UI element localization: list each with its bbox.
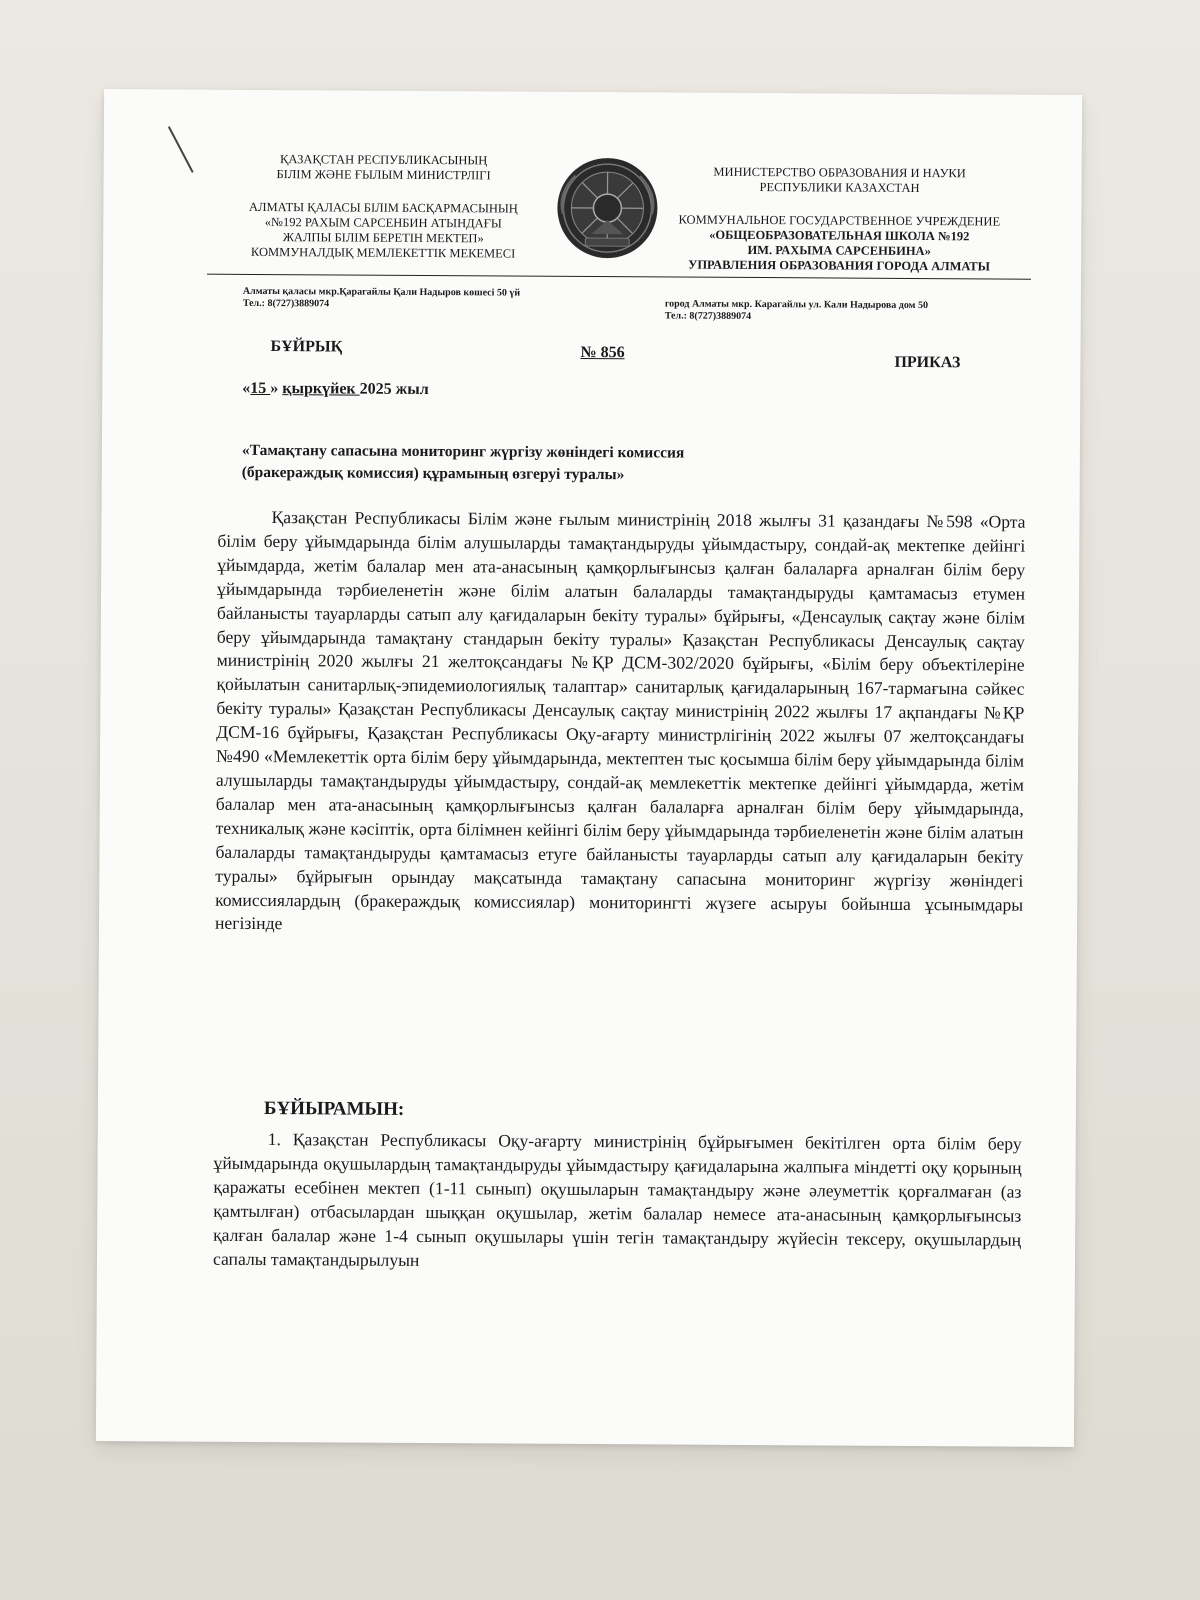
left-school-line: ЖАЛПЫ БІЛІМ БЕРЕТІН МЕКТЕП» <box>282 230 484 246</box>
right-ministry-line: МИНИСТЕРСТВО ОБРАЗОВАНИЯ И НАУКИ <box>713 164 966 181</box>
left-ministry-line: БІЛІМ ЖӘНЕ ҒЫЛЫМ МИНИСТРЛІГІ <box>276 167 491 183</box>
order-subject <box>242 440 1002 489</box>
right-ministry-line: РЕСПУБЛИКИ КАЗАХСТАН <box>759 180 920 196</box>
address-left <box>243 286 623 312</box>
subject-line: «Тамақтану сапасына мониторинг жүргізу жөніндегі комиссия <box>241 441 685 462</box>
left-ministry <box>224 152 544 184</box>
date-day: 15 <box>250 379 271 398</box>
order-word: БҰЙЫРАМЫН: <box>263 1098 405 1120</box>
left-school-line: КОММУНАЛДЫҚ МЕМЛЕКЕТТІК МЕКЕМЕСІ <box>250 244 516 261</box>
right-school-line: КОММУНАЛЬНОЕ ГОСУДАРСТВЕННОЕ УЧРЕЖДЕНИЕ <box>678 212 1001 229</box>
order-title-kz: БҰЙРЫҚ <box>270 338 343 356</box>
left-ministry-line: ҚАЗАҚСТАН РЕСПУБЛИКАСЫНЫҢ <box>279 152 488 168</box>
order-item-1-text: 1. Қазақстан Республикасы Оқу-ағарту министрінің бұйрығымен бекітілген орта білім беру ұйымдарында оқушылардың тамақтандыруды ұйымдастыру қағидаларына жалпыға міндетті оқу қорының қаражаты есебінен мектеп (1-11 сынып) оқушыларын тамақтандыру және әлеуметтік қорғалмаған (аз қамтылған) отбасылардан шыққан оқушылар, жетім балалар немесе ата-анасының қамқорлығынсыз қалған балалар және 1-4 сынып оқушылары үшін тегін тамақтандыру жүйесін тексеру, оқушылардың сапалы тамақтандырылуын <box>212 1129 1022 1270</box>
address-right <box>665 298 1025 324</box>
date-quote-close: » <box>270 380 283 398</box>
right-school-line: «ОБЩЕОБРАЗОВАТЕЛЬНАЯ ШКОЛА №192 <box>709 227 970 244</box>
left-school <box>223 200 543 262</box>
staple-mark <box>168 126 194 173</box>
order-number: № 856 <box>580 343 625 362</box>
order-title-row <box>103 337 1081 372</box>
subject-line: (бракераждық комиссия) құрамының өзгеруі туралы» <box>241 463 625 484</box>
right-school <box>669 212 1009 274</box>
date-year: 2025 жыл <box>359 380 429 399</box>
order-date <box>242 380 429 399</box>
state-emblem-icon <box>551 154 664 263</box>
address-right-line: город Алматы мкр. Карагайлы ул. Кали Надырова дом 50 <box>664 298 929 312</box>
preamble-text: Қазақстан Республикасы Білім және ғылым министрінің 2018 жылғы 31 қазандағы №598 «Орта білім беру ұйымдарында білім алушыларды тамақтандыруды ұйымдастыру, сондай-ақ мектепке дейінгі ұйымдарда, жетім балалар мен ата-анасының қамқорлығынсыз қалған балаларға арналған білім беру ұйымдарында тәрбиеленетін және білім алатын балаларды тамақтандыруды қамтамасыз етумен байланысты тауарларды сатып алу қағидаларын бекіту туралы» бұйрығы, «Денсаулық сақтау және білім беру ұйымдарында тамақтану стандарын бекіту туралы» Қазақстан Республикасы Денсаулық сақтау министрінің 2020 жылғы 21 желтоқсандағы №ҚР ДСМ-302/2020 бұйрығы, «Білім беру объектілеріне қойылатын санитарлық-эпидемиологиялық талаптар» санитарлық қағидаларының 167-тармағына сәйкес бекіту туралы» Қазақстан Республикасы Денсаулық сақтау министрінің 2022 жылғы 17 ақпандағы №ҚР ДСМ-16 бұйрығы, Қазақстан Республикасы Оқу-ағарту министрлігінің 2022 жылғы 07 желтоқсандағы №490 «Мемлекеттік орта білім беру ұйымдарында, мектептен тыс қосымша білім беру ұйымдарында білім алушыларды тамақтандыруды ұйымдастыру, сондай-ақ мемлекеттік мектепке дейінгі ұйымдарда, жетім балалар мен ата-анасының қамқорлығынсыз қалған балаларға арналған білім беру ұйымдарында, техникалық және кәсіптік, орта білімнен кейінгі білім беру ұйымдарында тәрбиеленетін және білім алатын балаларды тамақтандыруды қамтамасыз етуге байланысты тауарларды сатып алу қағидаларын бекіту туралы» бұйрығын орындау мақсатында тамақтану сапасына мониторинг жүргізу жөніндегі комиссиялардың (бракераждық комиссиялар) мониторингті жүзеге асыруы бойынша ұсынымдары негізінде <box>214 507 1026 934</box>
address-left-line: Тел.: 8(727)3889074 <box>242 297 330 310</box>
order-item-1 <box>213 1128 1022 1276</box>
date-quote-open: « <box>242 379 251 397</box>
right-school-line: ИМ. РАХЫМА САРСЕНБИНА» <box>747 242 931 259</box>
left-school-line: «№192 РАХЫМ САРСЕНБИН АТЫНДАҒЫ <box>264 215 502 231</box>
header-left <box>223 152 544 280</box>
left-school-line: АЛМАТЫ ҚАЛАСЫ БІЛІМ БАСҚАРМАСЫНЫҢ <box>248 199 518 216</box>
order-title-ru: ПРИКАЗ <box>894 353 961 372</box>
address-left-line: Алматы қаласы мкр.Қарагайлы Қали Надыров көшесі 50 үй <box>242 285 521 299</box>
date-month: қыркүйек <box>282 380 360 398</box>
right-school-line: УПРАВЛЕНИЯ ОБРАЗОВАНИЯ ГОРОДА АЛМАТЫ <box>688 257 990 274</box>
document-page <box>96 89 1082 1447</box>
header-right <box>669 164 1010 292</box>
preamble-paragraph <box>215 506 1026 941</box>
address-right-line: Тел.: 8(727)3889074 <box>664 310 752 322</box>
right-ministry <box>670 164 1010 196</box>
